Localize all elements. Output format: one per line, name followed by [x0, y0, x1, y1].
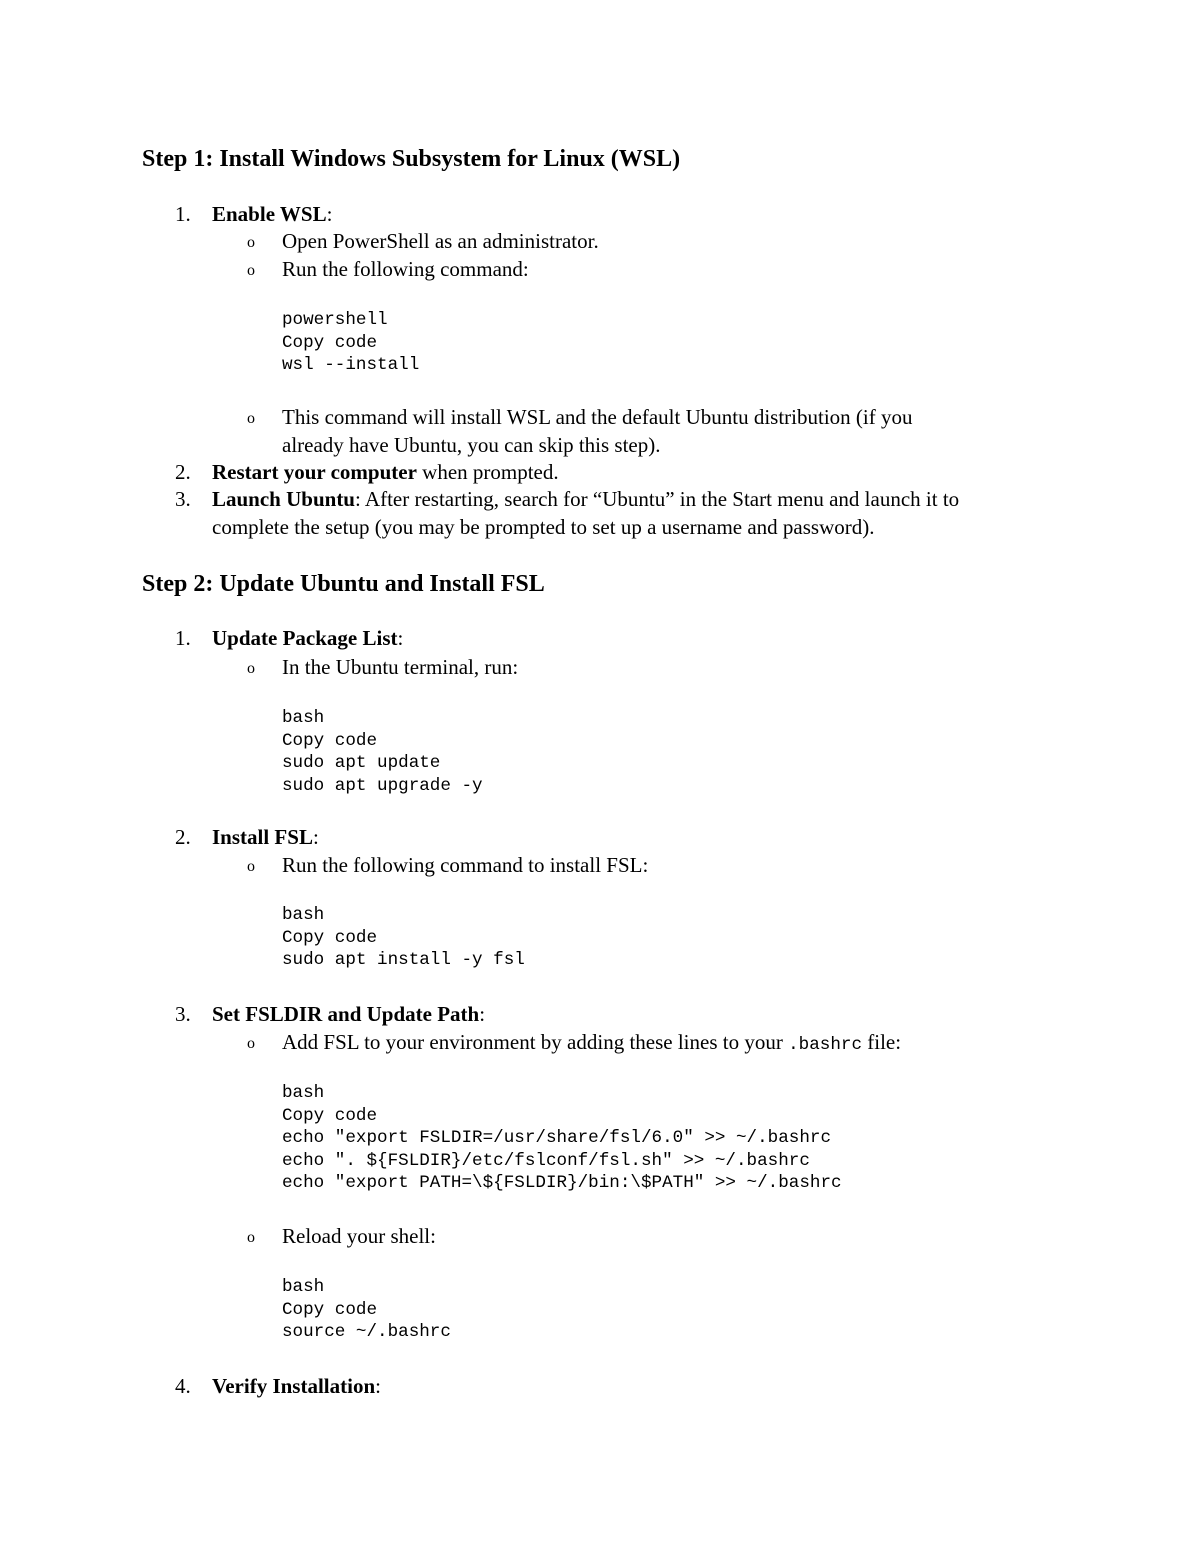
- code-line: sudo apt install -y fsl: [282, 950, 525, 970]
- step2-item1-line: [212, 624, 403, 652]
- step2-item3-number: 3.: [175, 1002, 191, 1026]
- step2-item4-number: 4.: [175, 1374, 191, 1398]
- code-line: source ~/.bashrc: [282, 1322, 451, 1342]
- step2-item2-title: Install FSL: [212, 825, 313, 849]
- step1-item3-title: Launch Ubuntu: [212, 487, 355, 511]
- step1-item1-number: 1.: [175, 202, 191, 226]
- bullet-icon: o: [247, 660, 255, 677]
- code-line: sudo apt update: [282, 753, 441, 773]
- bullet-icon: o: [247, 262, 255, 279]
- step2-item3-suffix: :: [479, 1002, 486, 1026]
- step1-code-block: [282, 309, 419, 377]
- step1-item1-line: [212, 200, 332, 228]
- step2-item4-line: [212, 1372, 381, 1400]
- step2-item1-title: Update Package List: [212, 626, 398, 650]
- step2-item2-code-block: [282, 904, 525, 972]
- code-line: powershell: [282, 310, 388, 330]
- step1-item2-rest: when prompted.: [416, 460, 559, 484]
- step1-item1-bullet-c-line2: already have Ubuntu, you can skip this step).: [282, 433, 661, 457]
- step2-item1-bullet-a: In the Ubuntu terminal, run:: [282, 655, 519, 679]
- bullet-a-pre: Add FSL to your environment by adding these lines to your: [282, 1030, 789, 1054]
- step2-item1-code-block: [282, 707, 483, 797]
- step2-item3-code-block: [282, 1082, 842, 1195]
- bullet-icon: o: [247, 410, 255, 427]
- step2-item3-title: Set FSLDIR and Update Path: [212, 1002, 480, 1026]
- bullet-a-post: file:: [862, 1030, 902, 1054]
- step2-item2-number: 2.: [175, 825, 191, 849]
- step1-item1-suffix: :: [326, 202, 333, 226]
- bullet-icon: o: [247, 1229, 255, 1246]
- step1-item3-number: 3.: [175, 487, 191, 511]
- code-line: echo "export FSLDIR=/usr/share/fsl/6.0" >> ~/.bashrc: [282, 1128, 832, 1148]
- step2-item3-line: [212, 1000, 485, 1028]
- code-line: echo "export PATH=\${FSLDIR}/bin:\$PATH" >> ~/.bashrc: [282, 1173, 842, 1193]
- step2-item3-bullet-b: Reload your shell:: [282, 1224, 436, 1248]
- code-line: Copy code: [282, 332, 378, 353]
- step2-item4-title: Verify Installation: [212, 1374, 376, 1398]
- step2-heading: Step 2: Update Ubuntu and Install FSL: [142, 571, 545, 597]
- step1-item1-title: Enable WSL: [212, 202, 327, 226]
- step1-item1-bullet-a: Open PowerShell as an administrator.: [282, 229, 599, 253]
- code-line: bash: [282, 708, 325, 728]
- code-line: bash: [282, 1083, 325, 1103]
- code-line: bash: [282, 1277, 325, 1297]
- step1-item2-number: 2.: [175, 460, 191, 484]
- step2-item3-code2-block: [282, 1276, 451, 1344]
- code-line: bash: [282, 905, 325, 925]
- bullet-icon: o: [247, 858, 255, 875]
- step2-item2-bullet-a: Run the following command to install FSL:: [282, 853, 649, 877]
- bullet-icon: o: [247, 1035, 255, 1052]
- step1-item3-line: [212, 485, 959, 513]
- code-line: Copy code: [282, 730, 378, 751]
- step1-item3-line2: complete the setup (you may be prompted to set up a username and password).: [212, 515, 875, 539]
- step2-item1-suffix: :: [397, 626, 404, 650]
- step1-item2-line: [212, 458, 559, 486]
- bullet-icon: o: [247, 234, 255, 251]
- step2-item2-line: [212, 823, 319, 851]
- code-line: wsl --install: [282, 355, 420, 375]
- code-line: Copy code: [282, 1299, 378, 1320]
- step2-item4-suffix: :: [375, 1374, 381, 1398]
- step1-item1-bullet-c-line1: This command will install WSL and the default Ubuntu distribution (if you: [282, 405, 913, 429]
- code-line: Copy code: [282, 1105, 378, 1126]
- bashrc-inline-code: .bashrc: [788, 1035, 862, 1055]
- step2-item2-suffix: :: [312, 825, 319, 849]
- step2-item1-number: 1.: [175, 626, 191, 650]
- step2-item3-bullet-a: [282, 1028, 901, 1059]
- code-line: echo ". ${FSLDIR}/etc/fslconf/fsl.sh" >> ~/.bashrc: [282, 1150, 810, 1171]
- step1-item2-title: Restart your computer: [212, 460, 417, 484]
- step1-heading: Step 1: Install Windows Subsystem for Linux (WSL): [142, 146, 681, 172]
- code-line: Copy code: [282, 927, 378, 948]
- step1-item3-rest: : After restarting, search for “Ubuntu” in the Start menu and launch it to: [355, 487, 960, 511]
- code-line: sudo apt upgrade -y: [282, 775, 483, 796]
- step1-item1-bullet-b: Run the following command:: [282, 257, 529, 281]
